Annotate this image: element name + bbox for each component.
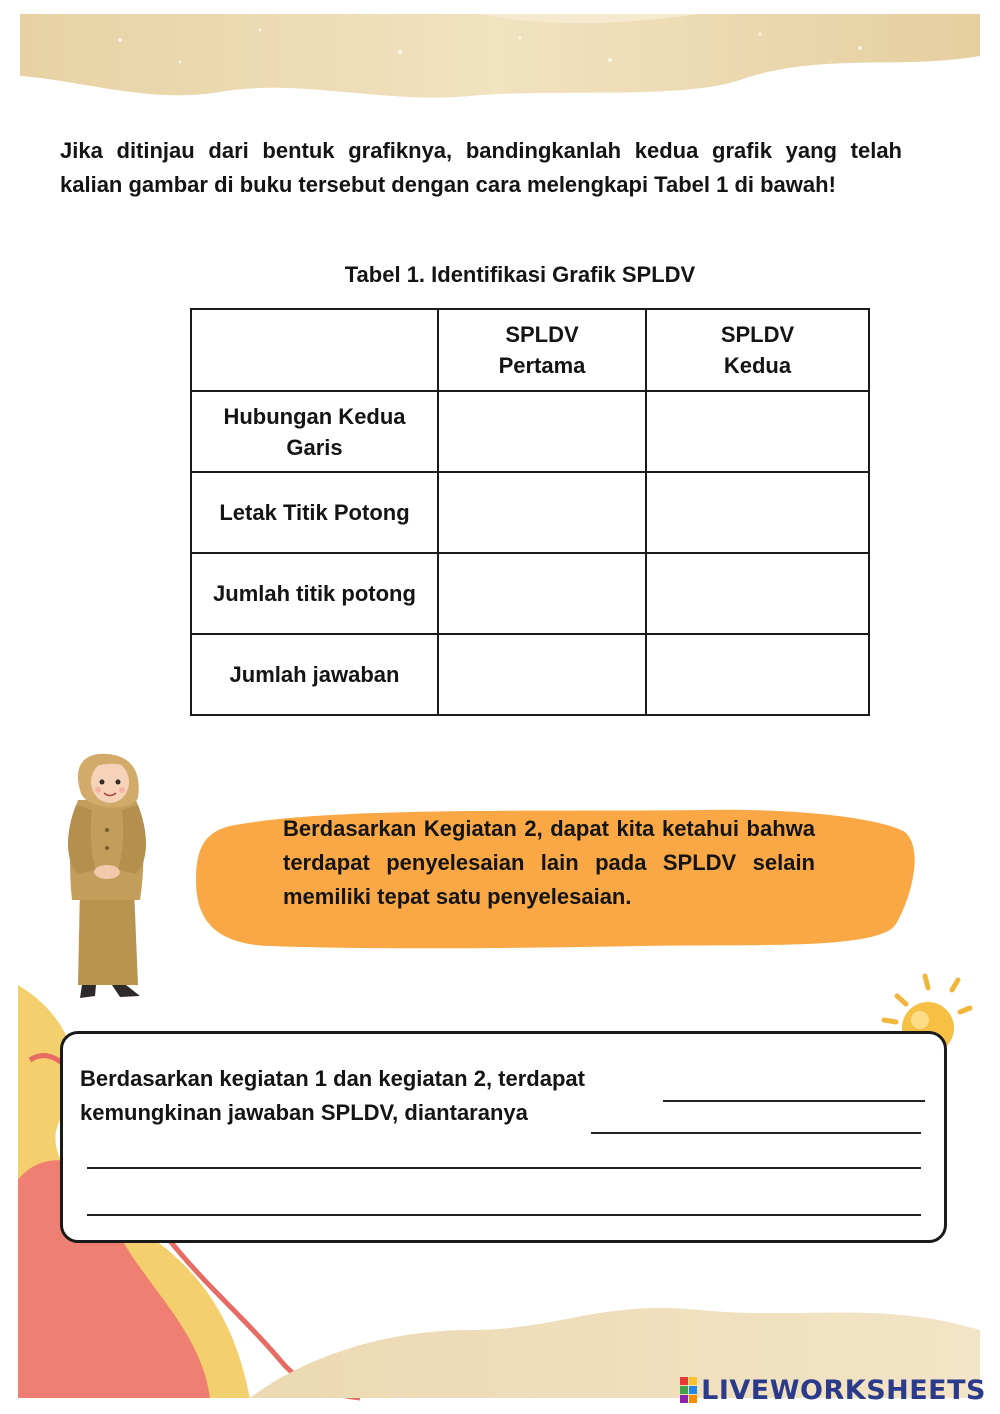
blank-answer-input-1[interactable] (591, 1106, 921, 1134)
corner-cell (191, 309, 438, 391)
logo-square (680, 1386, 688, 1394)
logo-square (689, 1386, 697, 1394)
logo-square (680, 1377, 688, 1385)
teacher-illustration (68, 754, 146, 998)
row-label-letak: Letak Titik Potong (191, 472, 438, 553)
conclusion-line-1: Berdasarkan kegiatan 1 dan kegiatan 2, terdapat (80, 1066, 585, 1091)
table-caption: Tabel 1. Identifikasi Grafik SPLDV (344, 262, 696, 287)
answer-cell-jawaban-pertama[interactable] (438, 634, 646, 715)
callout-text: Berdasarkan Kegiatan 2, dapat kita ketahui bahwa terdapat penyelesaian lain pada SPLDV selain memiliki tepat satu penyelesaian. (283, 816, 815, 909)
row-label-jumlah-titik: Jumlah titik potong (191, 553, 438, 634)
blank-answer-input-3[interactable] (87, 1188, 921, 1216)
intro-paragraph: Jika ditinjau dari bentuk grafiknya, bandingkanlah kedua grafik yang telah kalian gambar di buku tersebut dengan cara melengkapi Tabel 1 di bawah! (60, 138, 902, 197)
blank-count-input[interactable] (663, 1074, 925, 1102)
identification-table (190, 308, 870, 716)
logo-square (689, 1395, 697, 1403)
header-spldv-pertama: SPLDV Pertama (438, 309, 646, 391)
answer-cell-hubungan-pertama[interactable] (438, 391, 646, 472)
row-label-hubungan: Hubungan Kedua Garis (191, 391, 438, 472)
liveworksheets-logo (680, 1373, 986, 1407)
answer-input[interactable] (447, 558, 641, 630)
logo-square (680, 1395, 688, 1403)
answer-cell-jawaban-kedua[interactable] (646, 634, 869, 715)
header-spldv-kedua: SPLDV Kedua (646, 309, 869, 391)
table-row (191, 472, 869, 553)
table-row (191, 553, 869, 634)
logo-grid-icon (680, 1377, 697, 1403)
blank-answer-input-2[interactable] (87, 1141, 921, 1169)
answer-cell-letak-pertama[interactable] (438, 472, 646, 553)
answer-input[interactable] (655, 558, 864, 630)
answer-input[interactable] (655, 639, 864, 711)
answer-cell-jumlah-titik-pertama[interactable] (438, 553, 646, 634)
answer-cell-hubungan-kedua[interactable] (646, 391, 869, 472)
answer-input[interactable] (655, 396, 864, 468)
answer-cell-letak-kedua[interactable] (646, 472, 869, 553)
answer-input[interactable] (447, 396, 641, 468)
top-banner (20, 14, 980, 98)
conclusion-line-2: kemungkinan jawaban SPLDV, diantaranya (80, 1100, 528, 1125)
table-header-row (191, 309, 869, 391)
table-row (191, 391, 869, 472)
answer-cell-jumlah-titik-kedua[interactable] (646, 553, 869, 634)
row-label-jumlah-jawaban: Jumlah jawaban (191, 634, 438, 715)
answer-input[interactable] (655, 477, 864, 549)
answer-input[interactable] (447, 639, 641, 711)
conclusion-box (60, 1031, 947, 1243)
table-row (191, 634, 869, 715)
answer-input[interactable] (447, 477, 641, 549)
logo-square (689, 1377, 697, 1385)
brand-name: LIVEWORKSHEETS (701, 1374, 986, 1406)
